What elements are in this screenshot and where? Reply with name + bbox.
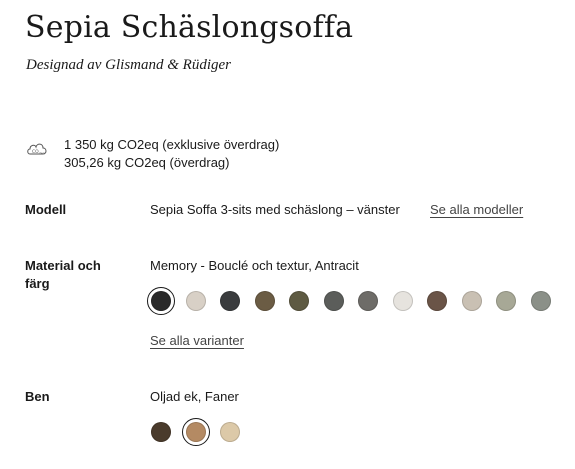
material-swatch[interactable] [220, 291, 240, 311]
legs-swatch[interactable] [186, 422, 206, 442]
material-label-line2: färg [25, 276, 50, 291]
material-swatch[interactable] [427, 291, 447, 311]
material-swatch[interactable] [289, 291, 309, 311]
material-swatch-list [151, 291, 561, 315]
co2-line-excl: 1 350 kg CO2eq (exklusive överdrag) [64, 137, 280, 152]
material-swatch[interactable] [496, 291, 516, 311]
legs-swatch-list [151, 422, 561, 446]
material-swatch[interactable] [358, 291, 378, 311]
material-swatch[interactable] [324, 291, 344, 311]
model-label: Modell [25, 202, 67, 217]
material-swatch[interactable] [255, 291, 275, 311]
legs-label: Ben [25, 389, 50, 404]
material-swatch[interactable] [531, 291, 551, 311]
legs-swatch[interactable] [151, 422, 171, 442]
svg-text:2eq: 2eq [39, 151, 45, 155]
material-value: Memory - Bouclé och textur, Antracit [150, 258, 359, 273]
product-title: Sepia Schäslongsoffa [25, 10, 354, 45]
material-label-line1: Material och [25, 258, 101, 273]
legs-swatch[interactable] [220, 422, 240, 442]
co2-cloud-icon [26, 139, 48, 157]
svg-text:CO: CO [32, 150, 39, 155]
material-swatch[interactable] [186, 291, 206, 311]
material-label [25, 257, 101, 293]
designer-credit: Designad av Glismand & Rüdiger [26, 57, 231, 73]
co2-line-cover: 305,26 kg CO2eq (överdrag) [64, 155, 230, 170]
model-value: Sepia Soffa 3-sits med schäslong – vänster [150, 202, 400, 217]
material-swatch[interactable] [393, 291, 413, 311]
material-swatch[interactable] [151, 291, 171, 311]
see-all-models-link[interactable]: Se alla modeller [430, 202, 524, 217]
legs-value: Oljad ek, Faner [150, 389, 239, 404]
material-swatch[interactable] [462, 291, 482, 311]
see-all-variants-link[interactable]: Se alla varianter [150, 333, 244, 348]
co2-values [64, 136, 279, 172]
co2-info [26, 136, 280, 170]
